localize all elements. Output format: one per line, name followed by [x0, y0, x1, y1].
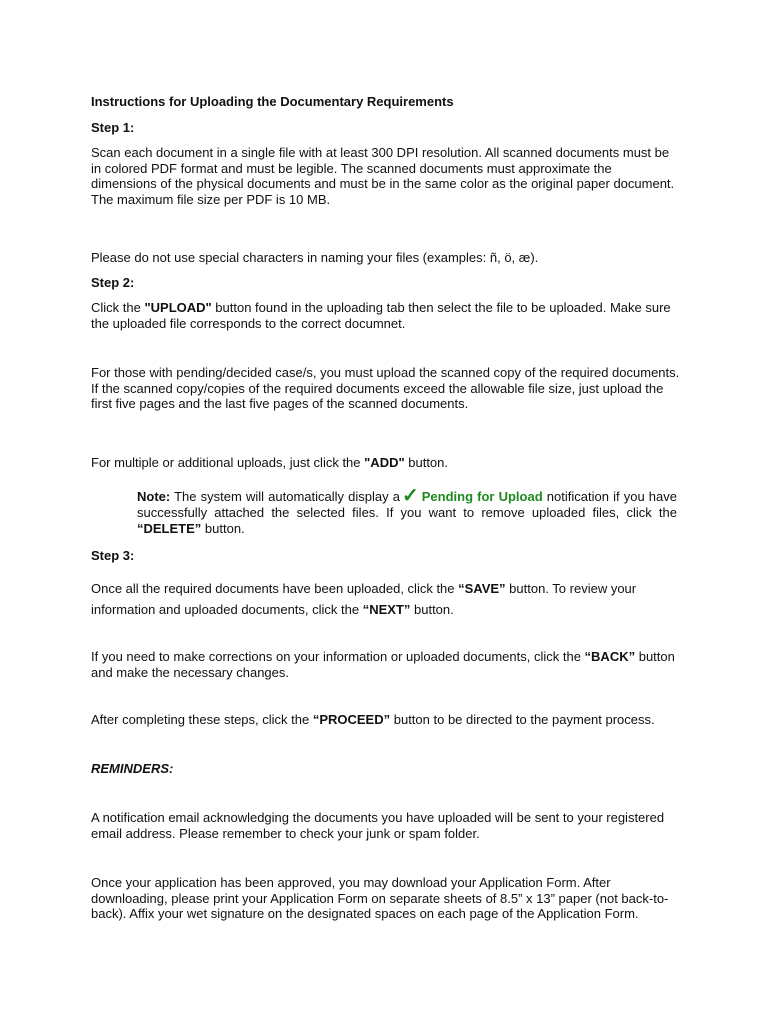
page-title: Instructions for Uploading the Documentary Requirements: [91, 94, 454, 109]
step-1-heading: Step 1:: [91, 120, 135, 135]
step-1-paragraph-scan: Scan each document in a single file with at least 300 DPI resolution. All scanned documents must be in colored PDF format and must be legible. The scanned documents must approximate the dimensions of the physical documents and must be in the same color as the original paper document. The maximum file size per PDF is 10 MB.: [91, 145, 675, 207]
text-run: After completing these steps, click the: [91, 712, 313, 727]
step-3-paragraph-back: [91, 649, 681, 680]
delete-keyword: “DELETE”: [137, 521, 202, 536]
proceed-keyword: “PROCEED”: [312, 712, 391, 727]
reminder-paragraph-application-form: Once your application has been approved, you may download your Application Form. After downloading, please print your Application Form on separate sheets of 8.5” x 13” paper (not back-to-back). Affix your wet signature on the designated spaces on each page of the Application Form.: [91, 875, 669, 921]
note-paragraph: [137, 485, 678, 537]
text-run: button.: [410, 602, 454, 617]
step-3-paragraph-proceed: [91, 712, 681, 728]
save-keyword: “SAVE”: [458, 581, 506, 596]
upload-keyword: "UPLOAD": [144, 300, 212, 315]
reminders-heading: REMINDERS:: [91, 761, 174, 776]
text-run: The system will automatically display a: [170, 489, 400, 504]
checkmark-icon: ✓: [401, 485, 419, 507]
text-run: button.: [201, 521, 245, 536]
text-run: button to be directed to the payment process.: [390, 712, 655, 727]
step-2-paragraph-add: [91, 455, 681, 471]
text-run: notification if you have successfully attached the selected files. If you want to remove uploaded files, click the: [137, 489, 678, 520]
step-3-heading: Step 3:: [91, 548, 135, 563]
text-run: Once all the required documents have been uploaded, click the: [91, 581, 459, 596]
note-label: Note:: [137, 489, 171, 504]
text-run: button and make the necessary changes.: [91, 649, 675, 680]
text-run: button found in the uploading tab then select the file to be uploaded. Make sure the uploaded file corresponds to the correct documnet.: [91, 300, 671, 331]
text-run: button.: [404, 455, 449, 470]
reminder-paragraph-email: A notification email acknowledging the documents you have uploaded will be sent to your registered email address. Please remember to check your junk or spam folder.: [91, 810, 665, 841]
pending-for-upload-label: Pending for Upload: [421, 489, 543, 504]
step-2-paragraph-pending-cases: For those with pending/decided case/s, you must upload the scanned copy of the required documents. If the scanned copy/copies of the required documents exceed the allowable file size, just upload the first five pages and the last five pages of the scanned documents.: [91, 365, 680, 411]
step-1-paragraph-special-characters: Please do not use special characters in naming your files (examples: ñ, ö, æ).: [91, 250, 539, 265]
back-keyword: “BACK”: [584, 649, 636, 664]
step-2-heading: Step 2:: [91, 275, 135, 290]
add-keyword: "ADD": [364, 455, 405, 470]
text-run: Click the: [91, 300, 145, 315]
step-3-paragraph-save: [91, 578, 681, 620]
step-2-paragraph-upload: [91, 300, 681, 331]
text-run: For multiple or additional uploads, just click the: [91, 455, 365, 470]
next-keyword: “NEXT”: [362, 602, 411, 617]
text-run: button. To review your information and uploaded documents, click the: [91, 581, 637, 617]
text-run: If you need to make corrections on your information or uploaded documents, click the: [91, 649, 585, 664]
